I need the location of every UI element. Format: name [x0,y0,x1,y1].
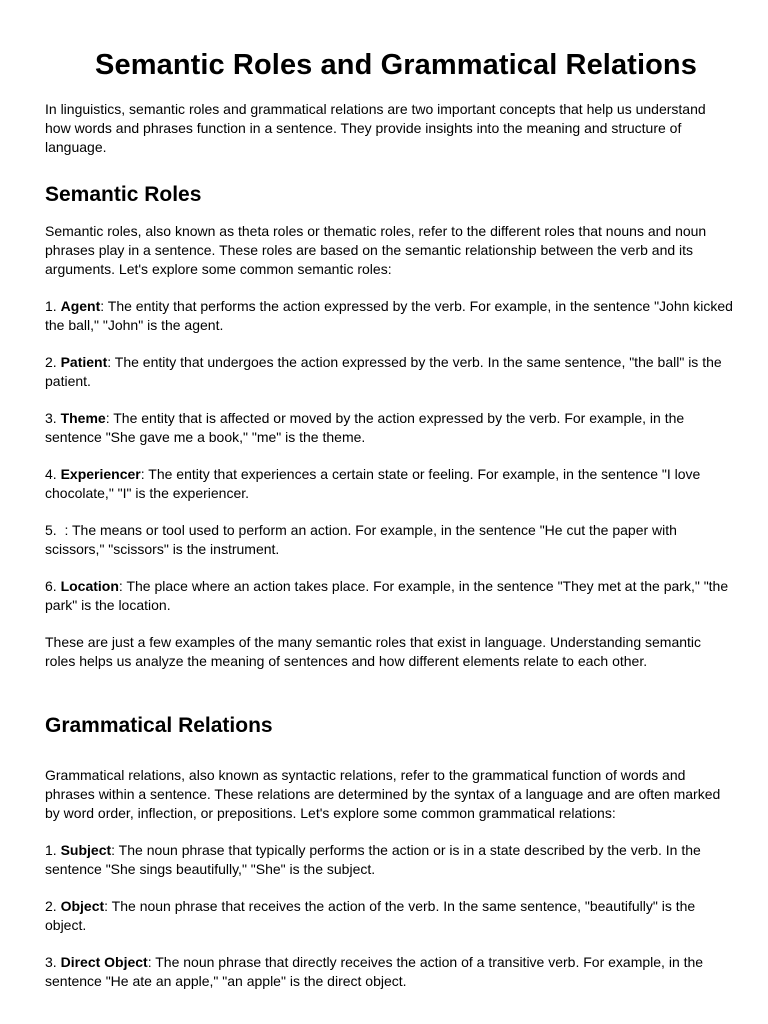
semantic-roles-intro: Semantic roles, also known as theta roles or thematic roles, refer to the different roles that nouns and noun phrases play in a sentence. These roles are based on the semantic relationship between the verb and its arguments. Let's explore some common semantic roles: [45,223,707,277]
item-term: Theme [60,410,106,426]
intro-paragraph: In linguistics, semantic roles and grammatical relations are two important concepts that help us understand how words and phrases function in a sentence. They provide insights into the meaning and structure of language. [45,101,706,155]
item-number: 1. [45,298,61,314]
item-description: : The entity that performs the action expressed by the verb. For example, in the sentence "John kicked the ball," "John" is the agent. [45,298,733,333]
semantic-role-item [45,465,735,503]
grammatical-relations-intro: Grammatical relations, also known as syntactic relations, refer to the grammatical function of words and phrases within a sentence. These relations are determined by the syntax of a language and are often marked by word order, inflection, or prepositions. Let's explore some common grammatical relations: [45,767,721,821]
section-heading-grammatical-relations: Grammatical Relations [45,714,273,737]
item-term: Direct Object [60,954,148,970]
item-description: : The place where an action takes place. For example, in the sentence "They met at the park," "the park" is the location. [45,578,729,613]
semantic-role-item [45,521,735,559]
page-title: Semantic Roles and Grammatical Relations [95,49,697,81]
item-term: Agent [60,298,101,314]
grammatical-relation-item [45,841,735,879]
item-number: 2. [45,898,61,914]
item-term: Location [60,578,119,594]
item-number: 6. [45,578,61,594]
item-number: 1. [45,842,61,858]
item-number: 2. [45,354,61,370]
item-description: : The noun phrase that directly receives the action of a transitive verb. For example, in the sentence "He ate an apple," "an apple" is the direct object. [45,954,704,989]
item-number: 5. [45,522,65,538]
item-number: 3. [45,954,61,970]
semantic-role-item [45,409,735,447]
semantic-roles-outro: These are just a few examples of the many semantic roles that exist in language. Understanding semantic roles helps us analyze the meaning of sentences and how different elements relate to each other. [45,634,702,669]
grammatical-relation-item [45,897,735,935]
item-term: Experiencer [60,466,141,482]
item-description: : The noun phrase that receives the action of the verb. In the same sentence, "beautifully" is the object. [45,898,696,933]
item-description: : The entity that experiences a certain state or feeling. For example, in the sentence "I love chocolate," "I" is the experiencer. [45,466,701,501]
section-heading-semantic-roles: Semantic Roles [45,183,202,206]
item-description: : The means or tool used to perform an action. For example, in the sentence "He cut the paper with scissors," "scissors" is the instrument. [45,522,681,557]
item-description: : The entity that is affected or moved by the action expressed by the verb. For example, in the sentence "She gave me a book," "me" is the theme. [45,410,685,445]
item-term: Patient [60,354,108,370]
item-term: Object [60,898,105,914]
semantic-role-item [45,297,735,335]
grammatical-relation-item [45,953,735,991]
item-description: : The noun phrase that typically performs the action or is in a state described by the verb. In the sentence "She sings beautifully," "She" is the subject. [45,842,701,877]
semantic-role-item [45,577,735,615]
semantic-role-item [45,353,735,391]
item-number: 3. [45,410,61,426]
item-term: Subject [60,842,112,858]
item-description: : The entity that undergoes the action expressed by the verb. In the same sentence, "the ball" is the patient. [45,354,722,389]
item-number: 4. [45,466,61,482]
